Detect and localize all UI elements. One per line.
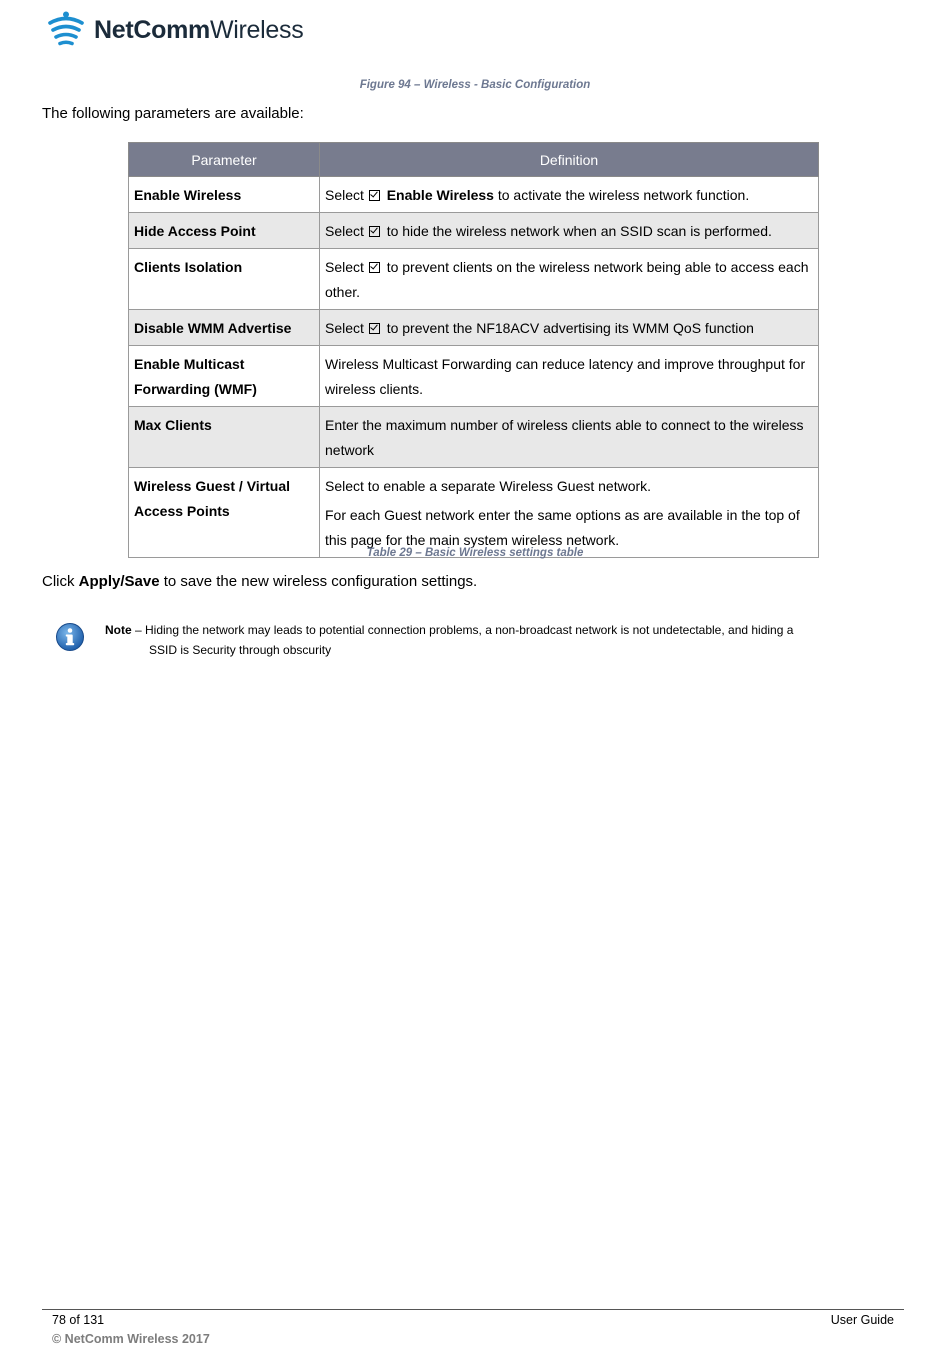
- parameters-table: [128, 142, 819, 558]
- copyright-notice: © NetComm Wireless 2017: [52, 1332, 210, 1346]
- instruction-prefix: Click: [42, 573, 79, 590]
- table-row: [129, 346, 819, 407]
- checkbox-checked-icon: [369, 262, 380, 273]
- param-definition: [320, 249, 819, 310]
- param-name: Hide Access Point: [129, 213, 320, 249]
- param-name: Clients Isolation: [129, 249, 320, 310]
- column-header-parameter: Parameter: [129, 143, 320, 177]
- definition-text: to prevent the NF18ACV advertising its WMM QoS function: [382, 320, 754, 336]
- checkbox-checked-icon: [369, 226, 380, 237]
- figure-caption: Figure 94 – Wireless - Basic Configuration: [359, 79, 591, 91]
- table-header-row: [129, 143, 819, 177]
- definition-text: Select: [325, 187, 368, 203]
- table-row: [129, 249, 819, 310]
- logo-wordmark-bold: NetComm: [94, 15, 210, 44]
- param-name: Wireless Guest / Virtual Access Points: [129, 468, 320, 558]
- column-header-definition: Definition: [320, 143, 819, 177]
- note-block: [105, 620, 895, 660]
- note-line: [105, 620, 895, 640]
- definition-text: Select: [325, 223, 368, 239]
- apply-save-label: Apply/Save: [78, 573, 160, 590]
- note-label: Note: [105, 623, 132, 637]
- param-definition: [320, 468, 819, 558]
- param-definition: Wireless Multicast Forwarding can reduce latency and improve throughput for wireless clients.: [320, 346, 819, 407]
- definition-text: to activate the wireless network function.: [493, 187, 750, 203]
- param-name: Max Clients: [129, 407, 320, 468]
- instruction-suffix: to save the new wireless configuration settings.: [159, 573, 478, 590]
- table-row: [129, 407, 819, 468]
- table-row: [129, 177, 819, 213]
- netcomm-logo: [44, 10, 303, 50]
- definition-text: to prevent clients on the wireless network being able to access each other.: [325, 259, 809, 300]
- checkbox-checked-icon: [369, 190, 380, 201]
- param-definition: Enter the maximum number of wireless clients able to connect to the wireless network: [320, 407, 819, 468]
- param-name: Enable Multicast Forwarding (WMF): [129, 346, 320, 407]
- note-text: – Hiding the network may leads to potential connection problems, a non-broadcast network is not undetectable, and hiding a: [131, 623, 794, 637]
- definition-text: Select: [325, 259, 368, 275]
- checkbox-checked-icon: [369, 323, 380, 334]
- info-icon: [55, 622, 85, 652]
- param-definition: [320, 177, 819, 213]
- definition-paragraph: Select to enable a separate Wireless Guest network.: [325, 478, 652, 494]
- param-name: Disable WMM Advertise: [129, 310, 320, 346]
- page-number: 78 of 131: [52, 1313, 105, 1327]
- wifi-logo-icon: [44, 11, 88, 49]
- instruction-text: [42, 573, 477, 590]
- definition-text: Select: [325, 320, 368, 336]
- param-name: Enable Wireless: [129, 177, 320, 213]
- definition-emphasis: Enable Wireless: [386, 187, 494, 203]
- footer-divider: [42, 1309, 904, 1310]
- logo-wordmark-light: Wireless: [209, 15, 304, 44]
- table-row: [129, 213, 819, 249]
- note-line: SSID is Security through obscurity: [149, 643, 332, 657]
- param-definition: [320, 213, 819, 249]
- intro-text: The following parameters are available:: [42, 105, 304, 122]
- table-row: [129, 468, 819, 558]
- table-caption: Table 29 – Basic Wireless settings table: [366, 547, 584, 559]
- table-row: [129, 310, 819, 346]
- definition-paragraph: For each Guest network enter the same options as are available in the top of this page for the main system wireless network.: [325, 507, 800, 548]
- document-type: User Guide: [830, 1313, 894, 1327]
- logo-wordmark: [94, 16, 303, 45]
- definition-text: to hide the wireless network when an SSID scan is performed.: [382, 223, 772, 239]
- param-definition: [320, 310, 819, 346]
